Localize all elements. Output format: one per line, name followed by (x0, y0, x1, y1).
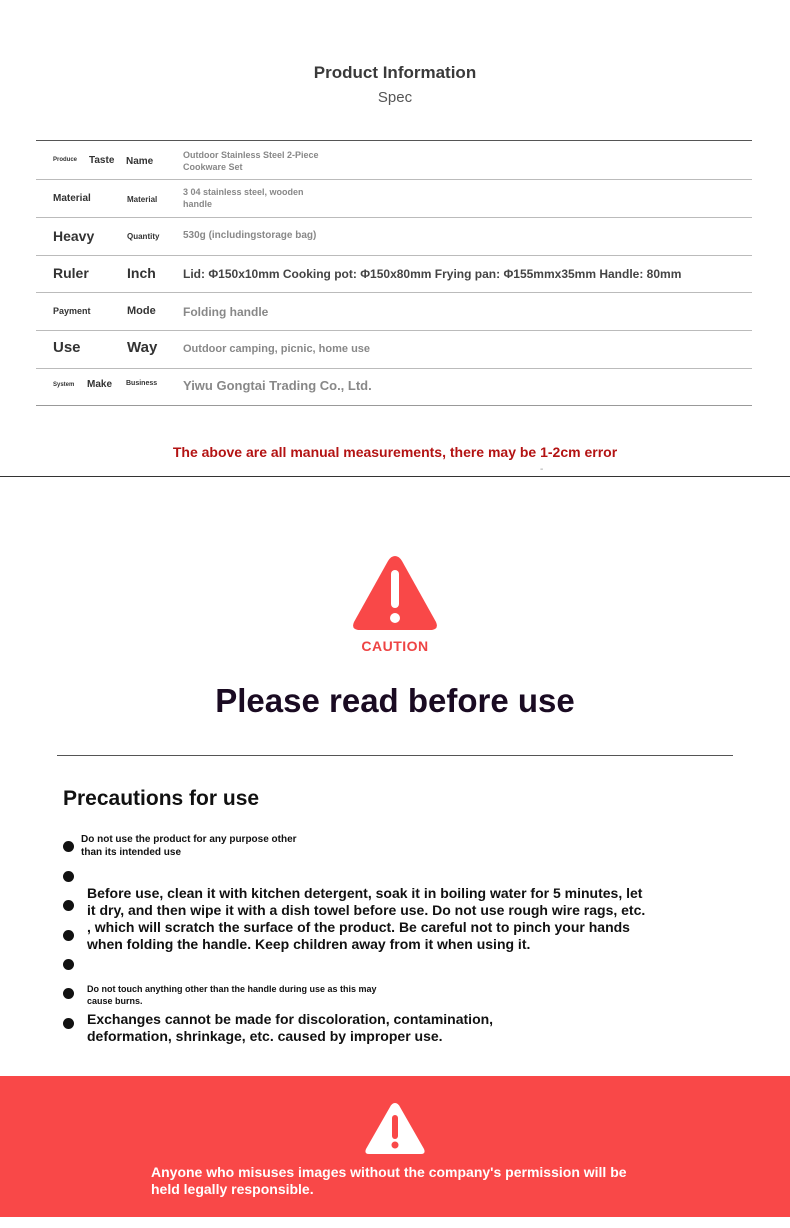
spec-value-weight: 530g (includingstorage bag) (183, 230, 317, 241)
spec-label-material: Material (53, 193, 91, 204)
spec-label-quantity: Quantity (127, 232, 160, 241)
precautions-title: Precautions for use (63, 787, 260, 810)
spec-label-use: Use (53, 339, 81, 356)
precaution-item-5: Exchanges cannot be made for discoloration, contamination, deformation, shrinkage, etc. caused by improper use. (87, 1011, 494, 1044)
bullet-7 (63, 1018, 74, 1029)
spec-value-mode: Folding handle (183, 305, 269, 319)
bullet-5 (63, 959, 74, 970)
warning-icon (364, 1101, 426, 1155)
page-subtitle: Spec (377, 89, 413, 106)
title-divider (57, 755, 733, 756)
spec-row-weight (36, 218, 752, 256)
bullet-1 (63, 841, 74, 852)
spec-table (36, 140, 752, 406)
read-before-use-title: Please read before use (215, 682, 575, 719)
caution-label: CAUTION (361, 638, 429, 654)
spec-label-material-2: Material (127, 195, 158, 204)
spec-label-produce: Produce (53, 157, 78, 163)
bullet-3 (63, 900, 74, 911)
spec-value-use: Outdoor camping, picnic, home use (183, 343, 371, 355)
precaution-item-4: Do not touch anything other than the handle during use as this may cause burns. (87, 984, 377, 1006)
spec-value-maker: Yiwu Gongtai Trading Co., Ltd. (183, 378, 372, 393)
spec-label-ruler: Ruler (53, 265, 89, 281)
spec-label-make: Make (87, 379, 113, 390)
spec-value-name: Outdoor Stainless Steel 2-Piece Cookware Set (183, 150, 319, 172)
page-title: Product Information (313, 63, 477, 82)
spec-label-system: System (53, 382, 75, 388)
spec-label-payment: Payment (53, 306, 91, 316)
spec-label-mode: Mode (127, 305, 156, 317)
bullet-4 (63, 930, 74, 941)
note-mark: - (540, 464, 544, 475)
spec-value-size: Lid: Φ150x10mm Cooking pot: Φ150x80mm Frying pan: Φ155mmx35mm Handle: 80mm (183, 267, 682, 281)
copyright-warning: Anyone who misuses images without the company's permission will be held legally responsible. (151, 1164, 627, 1197)
spec-value-material: 3 04 stainless steel, wooden handle (183, 187, 304, 209)
spec-row-material (36, 180, 752, 218)
precaution-item-1: Do not use the product for any purpose other than its intended use (81, 834, 297, 858)
bullet-6 (63, 988, 74, 999)
spec-label-way: Way (127, 339, 158, 356)
spec-label-name: Name (126, 156, 154, 167)
bullet-2 (63, 871, 74, 882)
spec-label-heavy: Heavy (53, 228, 95, 244)
spec-row-mode (36, 293, 752, 331)
measurement-note: The above are all manual measurements, there may be 1-2cm error (172, 444, 618, 460)
spec-row-size (36, 256, 752, 293)
spec-row-maker (36, 369, 752, 406)
spec-label-business: Business (126, 380, 158, 387)
precaution-item-3: Before use, clean it with kitchen detergent, soak it in boiling water for 5 minutes, let it dry, and then wipe it with a dish towel before use. Do not use rough wire rags, etc. , which will scratch the surface of the product. Be careful not to pinch your hands when folding the handle. Keep children away from it when using it. (87, 885, 646, 952)
spec-label-taste: Taste (89, 155, 115, 166)
spec-row-name (36, 141, 752, 180)
section-divider (0, 476, 790, 477)
spec-label-inch: Inch (127, 265, 156, 281)
spec-row-use (36, 331, 752, 369)
